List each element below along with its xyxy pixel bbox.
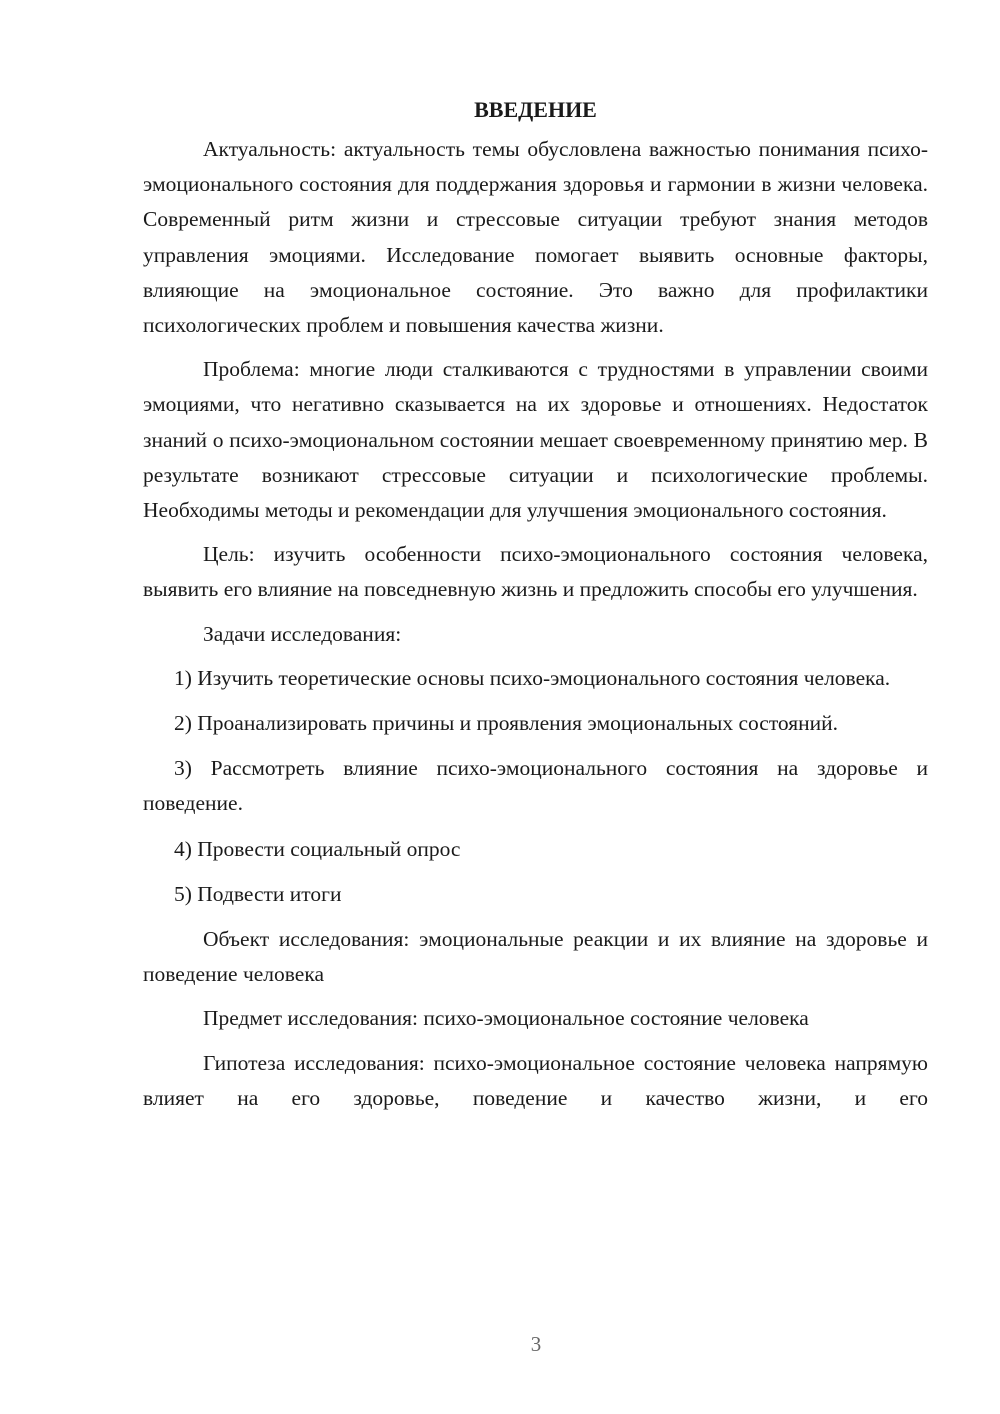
subject-paragraph: Предмет исследования: психо-эмоциональное состояние человека xyxy=(203,1006,809,1031)
problem-paragraph: Проблема: многие люди сталкиваются с трудностями в управлении своими эмоциями, что негативно сказывается на их здоровье и отношениях. Недостаток знаний о психо-эмоциональном состоянии мешает своевременному принятию мер. В результате возникают стрессовые ситуации и психологические проблемы. Необходимы методы и рекомендации для улучшения эмоционального состояния. xyxy=(143,357,928,523)
document-page xyxy=(143,92,928,1116)
task-item-2: 2) Проанализировать причины и проявления эмоциональных состояний. xyxy=(174,711,839,736)
task-item-1: 1) Изучить теоретические основы психо-эмоционального состояния человека. xyxy=(174,665,891,690)
task-item-3: 3) Рассмотреть влияние психо-эмоционального состояния на здоровье и поведение. xyxy=(143,756,928,816)
object-paragraph: Объект исследования: эмоциональные реакции и их влияние на здоровье и поведение человека xyxy=(143,927,928,987)
task-item-4: 4) Провести социальный опрос xyxy=(174,836,461,861)
hypothesis-paragraph: Гипотеза исследования: психо-эмоциональное состояние человека напрямую влияет на его здоровье, поведение и качество жизни, и его xyxy=(143,1050,928,1110)
task-item-5: 5) Подвести итоги xyxy=(174,881,342,906)
section-heading: ВВЕДЕНИЕ xyxy=(474,97,597,122)
goal-paragraph: Цель: изучить особенности психо-эмоционального состояния человека, выявить его влияние на повседневную жизнь и предложить способы его улучшения. xyxy=(143,542,928,602)
tasks-heading: Задачи исследования: xyxy=(203,621,402,646)
page-number: 3 xyxy=(530,1332,542,1356)
relevance-paragraph: Актуальность: актуальность темы обусловлена важностью понимания психо-эмоционального состояния для поддержания здоровья и гармонии в жизни человека. Современный ритм жизни и стрессовые ситуации требуют знания методов управления эмоциями. Исследование помогает выявить основные факторы, влияющие на эмоциональное состояние. Это важно для профилактики психологических проблем и повышения качества жизни. xyxy=(143,137,928,338)
